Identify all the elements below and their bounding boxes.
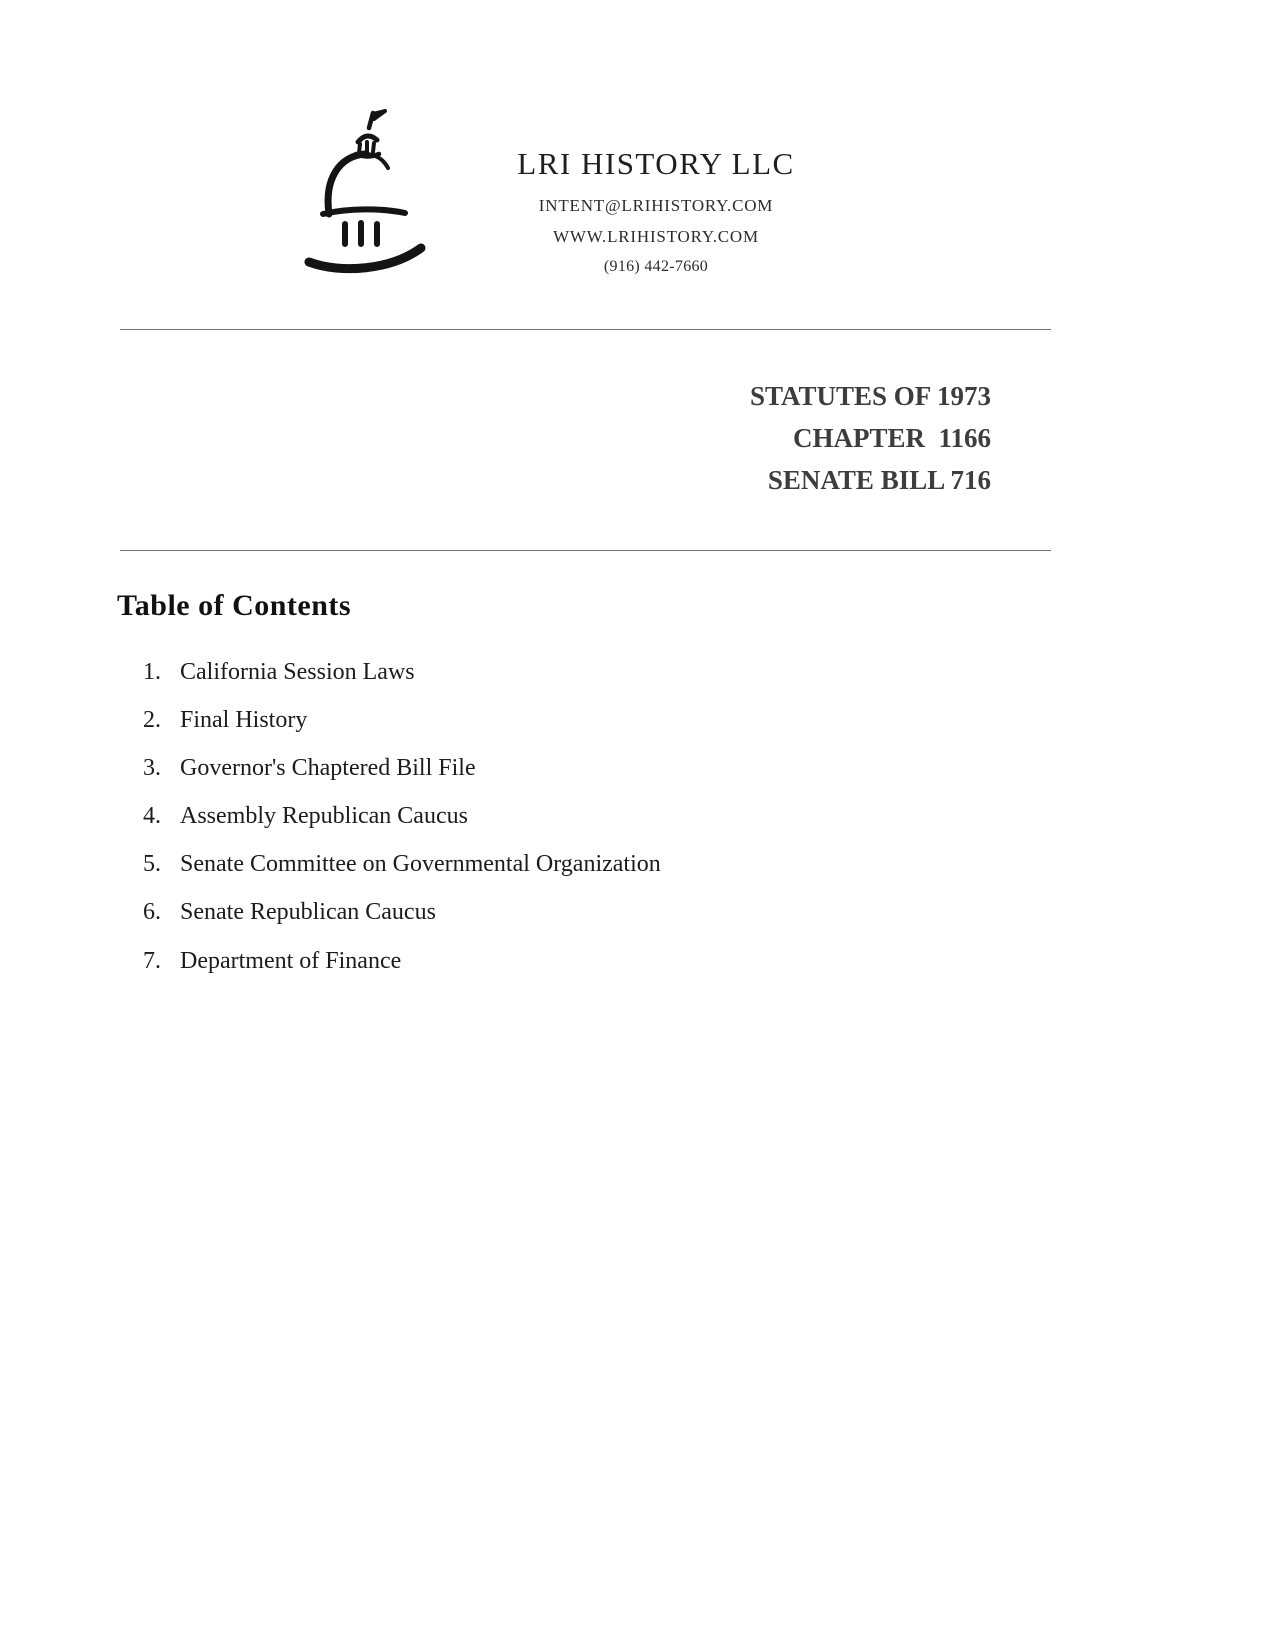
toc-item bbox=[143, 897, 1276, 928]
letterhead bbox=[0, 0, 1276, 287]
toc-item-number: 7. bbox=[143, 947, 161, 974]
toc-item-number: 1. bbox=[143, 658, 161, 685]
toc-item bbox=[143, 946, 1276, 977]
company-website: WWW.LRIHISTORY.COM bbox=[553, 227, 759, 246]
toc-item-label: Department of Finance bbox=[180, 947, 402, 974]
toc-item-number: 4. bbox=[143, 803, 161, 830]
toc-title: Table of Contents bbox=[117, 588, 352, 622]
toc-item bbox=[143, 849, 1276, 880]
toc-item-label: Final History bbox=[180, 706, 308, 733]
toc-item-number: 2. bbox=[143, 706, 161, 733]
capitol-dome-icon bbox=[288, 108, 448, 278]
horizontal-rule-bottom bbox=[120, 550, 1051, 551]
toc-item-number: 6. bbox=[143, 899, 161, 926]
toc-list bbox=[0, 657, 1276, 977]
toc-item bbox=[143, 657, 1276, 688]
company-name: LRI HISTORY LLC bbox=[517, 146, 795, 181]
toc-item-label: Governor's Chaptered Bill File bbox=[180, 754, 476, 781]
company-phone: (916) 442-7660 bbox=[603, 258, 709, 275]
toc-item-number: 3. bbox=[143, 754, 161, 781]
statute-line-senate-bill: SENATE BILL 716 bbox=[767, 464, 991, 495]
toc-item-label: Senate Republican Caucus bbox=[180, 899, 436, 926]
toc-item-label: Assembly Republican Caucus bbox=[180, 803, 468, 830]
toc-item-label: California Session Laws bbox=[180, 658, 415, 685]
toc-item-label: Senate Committee on Governmental Organization bbox=[180, 851, 661, 878]
statute-block bbox=[0, 376, 991, 502]
statute-line-chapter: CHAPTER 1166 bbox=[792, 422, 991, 453]
statute-line-statutes: STATUTES OF 1973 bbox=[749, 381, 991, 411]
letterhead-text bbox=[476, 146, 836, 287]
toc-item bbox=[143, 705, 1276, 736]
toc-item bbox=[143, 801, 1276, 832]
horizontal-rule-top bbox=[120, 329, 1051, 330]
toc-item-number: 5. bbox=[143, 851, 161, 878]
toc-item bbox=[143, 753, 1276, 784]
company-email: INTENT@LRIHISTORY.COM bbox=[538, 196, 774, 215]
